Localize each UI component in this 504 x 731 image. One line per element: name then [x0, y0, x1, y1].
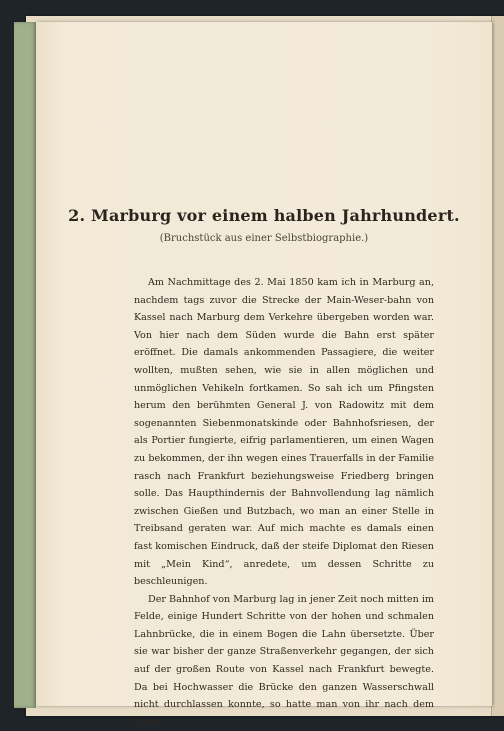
book-page: [36, 22, 492, 728]
adjacent-page-edge: [491, 16, 504, 716]
book-cover-edge: [14, 22, 36, 708]
paragraph-1: Am Nachmittage des 2. Mai 1850 kam ich in Marburg an, nachdem tags zuvor die Strecke der Main-Weser-bahn von Kassel nach Marburg dem Verkehre übergeben worden war. Von hier nach dem Süden wurde die Bahn erst später eröffnet. Die damals ankommenden Passagiere, die weiter wollten, mußten sehen, wie sie in allen möglichen und unmöglichen Vehikeln fortkamen. So sah ich um Pfingsten herum den berühmten General J. von Radowitz mit dem sogenannten Siebenmonatskinde oder Bahnhofsriesen, der als Portier fungierte, eifrig parlamentieren, um einen Wagen zu bekommen, der ihn wegen eines Trauerfalls in der Familie rasch nach Frankfurt beziehungsweise Friedberg bringen solle. Das Haupthindernis der Bahnvollendung lag nämlich zwischen Gießen und Butzbach, wo man an einer Stelle in Treibsand geraten war. Auf mich machte es damals einen fast komischen Eindruck, daß der steife Diplomat den Riesen mit „Mein Kind“, anredete, um dessen Schritte zu beschleunigen.: [134, 277, 434, 588]
chapter-subtitle: (Bruchstück aus einer Selbstbiographie.): [159, 233, 369, 244]
body-text: [134, 274, 434, 731]
chapter-title: 2. Marburg vor einem halben Jahrhundert.: [68, 206, 460, 225]
paragraph-2: Der Bahnhof von Marburg lag in jener Zeit noch mitten im Felde, einige Hundert Schritte von der hohen und schmalen Lahnbrücke, die in einem Bogen die Lahn übersetzte. Über sie war bisher der ganze Straßenverkehr gegangen, der sich auf der großen Route von Kassel nach Frankfurt bewegte. Da bei Hochwasser die Brücke den ganzen Wasserschwall nicht durchlassen konnte, so hatte man von ihr nach dem Stadt-: [134, 593, 434, 728]
